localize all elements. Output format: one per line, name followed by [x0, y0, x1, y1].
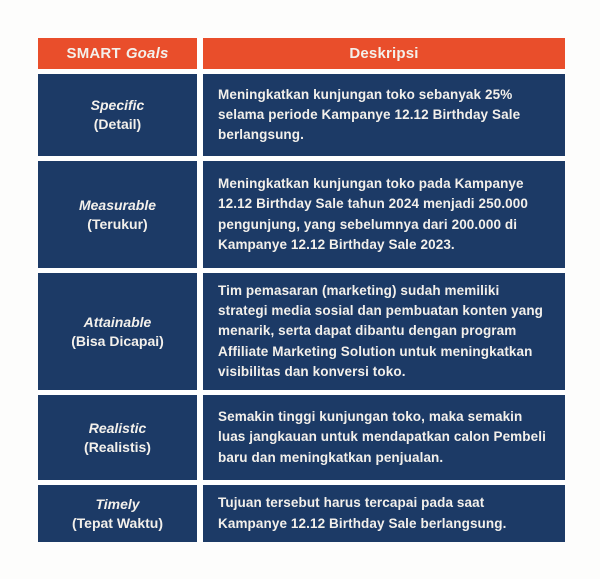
description-text: Tim pemasaran (marketing) sudah memiliki strategi media sosial dan pembuatan konten yang menarik, serta dapat dibantu dengan program Affiliate Marketing Solution untuk meningkatkan visibilitas dan konversi toko. [218, 282, 544, 379]
row-timely-description-cell [203, 485, 565, 542]
header-smart-label: SMART [66, 45, 121, 62]
row-attainable-term-cell [38, 273, 197, 390]
description-text: Tujuan tersebut harus tercapai pada saat Kampanye 12.12 Birthday Sale berlangsung. [218, 495, 507, 531]
row-measurable-description-cell [203, 161, 565, 268]
header-cell-smart-goals [38, 38, 197, 69]
term-translation: (Realistis) [84, 438, 151, 455]
row-timely-term-cell [38, 485, 197, 542]
row-specific-description-cell [203, 74, 565, 156]
description-text: Meningkatkan kunjungan toko pada Kampanye 12.12 Birthday Sale tahun 2024 menjadi 250.000 pengunjung, yang sebelumnya dari 200.000 di Kampanye 12.12 Birthday Sale 2023. [218, 176, 529, 252]
row-realistic-term-cell [38, 395, 197, 480]
description-text: Meningkatkan kunjungan toko sebanyak 25% selama periode Kampanye 12.12 Birthday Sale berlangsung. [218, 86, 521, 143]
term-label: Timely [95, 495, 140, 512]
row-realistic-description-cell [203, 395, 565, 480]
smart-goals-table [38, 38, 565, 542]
term-translation: (Bisa Dicapai) [71, 332, 164, 349]
header-deskripsi-label: Deskripsi [349, 45, 419, 62]
description-text: Semakin tinggi kunjungan toko, maka semakin luas jangkauan untuk mendapatkan calon Pembeli baru dan meningkatkan penjualan. [218, 409, 546, 465]
row-measurable-term-cell [38, 161, 197, 268]
row-specific-term-cell [38, 74, 197, 156]
header-cell-deskripsi [203, 38, 565, 69]
header-goals-label: Goals [125, 45, 169, 62]
row-attainable-description-cell [203, 273, 565, 390]
term-label: Specific [90, 97, 145, 114]
term-translation: (Terukur) [87, 215, 148, 232]
term-translation: (Tepat Waktu) [72, 514, 163, 531]
term-translation: (Detail) [93, 116, 142, 132]
term-label: Measurable [78, 196, 157, 213]
term-label: Realistic [88, 419, 147, 436]
term-label: Attainable [83, 313, 152, 330]
